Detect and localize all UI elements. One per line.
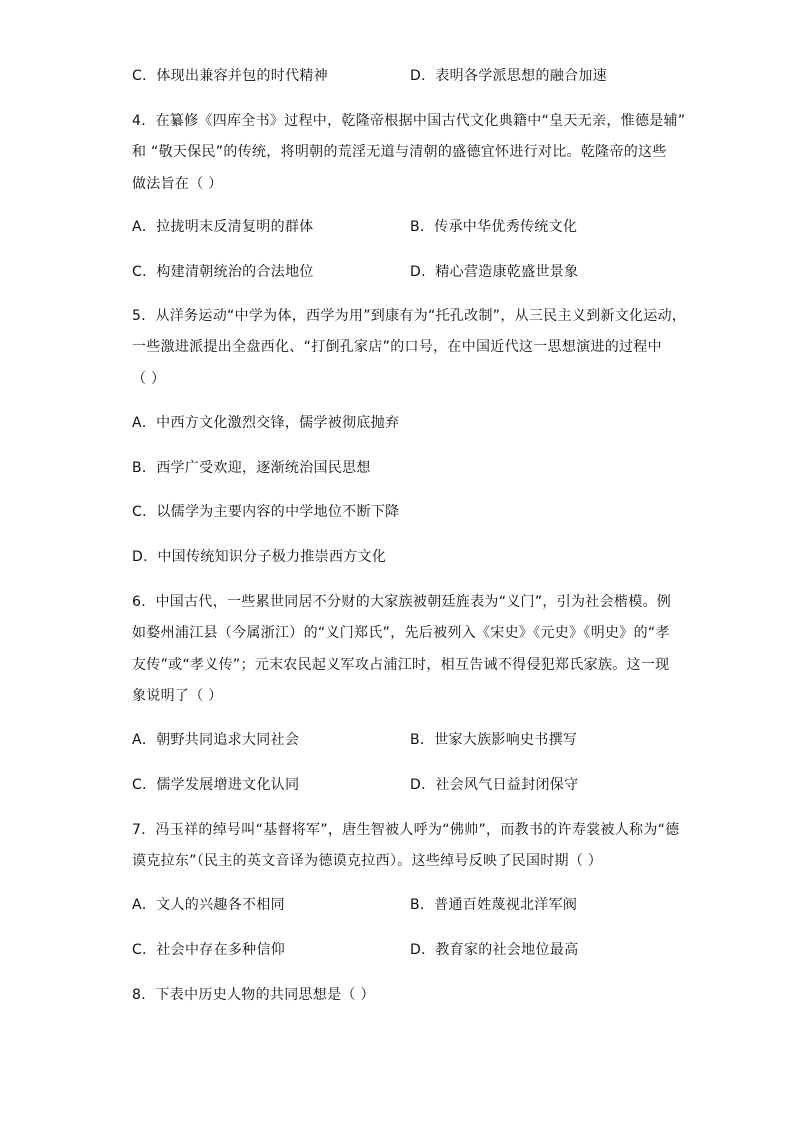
q4-option-d: D．精心营造康乾盛世景象 [410, 264, 579, 280]
q5-stem-line-2: 一些激进派提出全盘西化、“打倒孔家店”的口号，在中国近代这一思想演进的过程中 [132, 339, 662, 355]
q7-stem-line-2: 谟克拉东”（民主的英文音译为德谟克拉西）。这些绰号反映了民国时期（ ） [132, 853, 603, 869]
q6-stem-line-2: 如婺州浦江县（今属浙江）的“义门郑氏”，先后被列入《宋史》《元史》《明史》的“孝 [132, 625, 670, 641]
q5-stem-line-3: （ ） [132, 371, 166, 387]
q4-option-b: B．传承中华优秀传统文化 [410, 219, 578, 235]
q6-option-c: C．儒学发展增进文化认同 [132, 777, 300, 793]
q7-option-c: C．社会中存在多种信仰 [132, 942, 286, 958]
q7-option-a: A．文人的兴趣各不相同 [132, 897, 285, 913]
q6-option-b: B．世家大族影响史书撰写 [410, 732, 578, 748]
q3-option-d: D．表明各学派思想的融合加速 [410, 68, 607, 84]
q7-option-b: B．普通百姓蔑视北洋军阀 [410, 897, 578, 913]
q8-stem-line-1: 8．下表中历史人物的共同思想是（ ） [132, 987, 375, 1003]
q7-option-d: D．教育家的社会地位最高 [410, 942, 579, 958]
q7-stem-line-1: 7．冯玉祥的绰号叫“基督将军”，唐生智被人呼为“佛帅”，而教书的许寿裳被人称为“德 [132, 822, 680, 838]
q5-stem-line-1: 5．从洋务运动“中学为体，西学为用”到康有为“托孔改制”，从三民主义到新文化运动， [132, 308, 687, 324]
q6-option-d: D．社会风气日益封闭保守 [410, 777, 579, 793]
q4-stem-line-2: 和 “敬天保民”的传统，将明朝的荒淫无道与清朝的盛德宜怀进行对比。乾隆帝的这些 [132, 144, 667, 160]
q4-option-a: A．拉拢明末反清复明的群体 [132, 219, 314, 235]
q6-stem-line-4: 象说明了（ ） [132, 688, 223, 704]
q5-option-a: A．中西方文化激烈交锋，儒学被彻底抛弃 [132, 415, 400, 431]
q6-stem-line-1: 6．中国古代，一些累世同居不分财的大家族被朝廷旌表为“义门”，引为社会楷模。例 [132, 594, 672, 610]
q3-option-c: C．体现出兼容并包的时代精神 [132, 68, 328, 84]
q6-option-a: A．朝野共同追求大同社会 [132, 732, 300, 748]
q5-option-d: D．中国传统知识分子极力推崇西方文化 [132, 549, 387, 565]
q4-stem-line-3: 做法旨在（ ） [132, 176, 223, 192]
q5-option-c: C．以儒学为主要内容的中学地位不断下降 [132, 504, 400, 520]
q4-stem-line-1: 4．在纂修《四库全书》过程中，乾隆帝根据中国古代文化典籍中“皇天无亲，惟德是辅” [132, 113, 686, 129]
q5-option-b: B．西学广受欢迎，逐渐统治国民思想 [132, 460, 371, 476]
q6-stem-line-3: 友传”或“孝义传”；元末农民起义军攻占浦江时，相互告诫不得侵犯郑氏家族。这一现 [132, 657, 670, 673]
q4-option-c: C．构建清朝统治的合法地位 [132, 264, 314, 280]
